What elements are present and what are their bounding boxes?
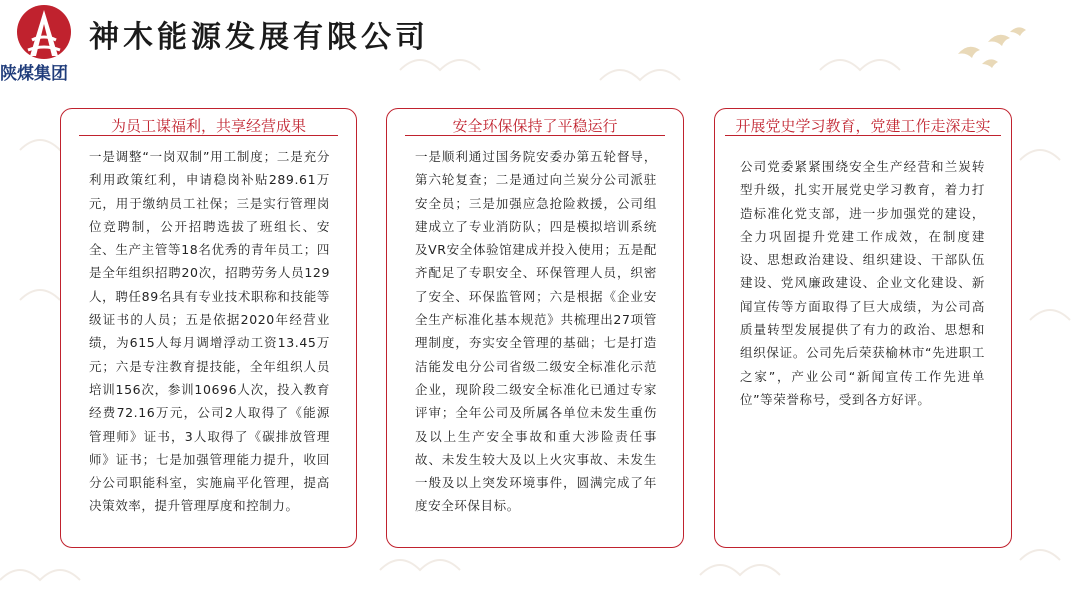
card-body-text: 一是调整“一岗双制”用工制度；二是充分利用政策红利，申请稳岗补贴289.61万元，用于缴纳员工社保；三是实行管理岗位竞聘制，公开招聘选拔了班组长、安全、生产主管等18名优秀的青年员工；四是全年组织招聘20次，招聘劳务人员129人，聘任89名具有专业技术职称和技能等级证书的人员；五是依据2020年经营业绩，为615人每月调增浮动工资13.45万元；六是专注教育提技能，全年组织人员培训156次，参训10696人次，投入教育经费72.16万元，公司2人取得了《能源管理师》证书，3人取得了《碳排放管理师》证书；七是加强管理能力提升，收回分公司职能科室，实施扁平化管理，提高决策效率，提升管理厚度和控制力。 bbox=[89, 149, 330, 514]
card-title: 开展党史学习教育，党建工作走深走实 bbox=[735, 117, 991, 135]
card-party-building bbox=[714, 108, 1012, 548]
card-title: 安全环保保持了平稳运行 bbox=[452, 117, 618, 135]
title-underline bbox=[79, 135, 338, 136]
card-employee-welfare bbox=[60, 108, 357, 548]
card-body-text: 一是顺利通过国务院安委办第五轮督导，第六轮复查；二是通过向兰炭分公司派驻安全员；三是加强应急抢险救援，公司组建成立了专业消防队；四是模拟培训系统及VR安全体验馆建成并投入使用；五是配齐配足了专职安全、环保管理人员，织密了安全、环保监管网；六是根据《企业安全生产标准化基本规范》共梳理出27项管理制度，夯实安全管理的基础；七是打造洁能发电分公司省级二级安全标准化示范企业，现阶段二级安全标准化已通过专家评审；全年公司及所属各单位未发生重伤及以上生产安全事故和重大涉险责任事故、未发生较大及以上火灾事故、未发生一般及以上突发环境事件，圆满完成了年度安全环保目标。 bbox=[415, 149, 657, 514]
header bbox=[0, 0, 1074, 90]
card-body-text: 公司党委紧紧围绕安全生产经营和兰炭转型升级，扎实开展党史学习教育，着力打造标准化党支部，进一步加强党的建设，全力巩固提升党建工作成效，在制度建设、思想政治建设、组织建设、干部队伍建设、党风廉政建设、企业文化建设、新闻宣传等方面取得了巨大成绩，为公司高质量转型发展提供了有力的政治、思想和组织保证。公司先后荣获榆林市“先进职工之家”，产业公司“新闻宣传工作先进单位”等荣誉称号，受到各方好评。 bbox=[740, 159, 985, 407]
card-safety-environment bbox=[386, 108, 684, 548]
doves-decoration-icon bbox=[948, 24, 1038, 74]
title-underline bbox=[725, 135, 1001, 136]
title-underline bbox=[405, 135, 665, 136]
logo-text: 陕煤集团 bbox=[0, 64, 68, 84]
card-title: 为员工谋福利，共享经营成果 bbox=[110, 117, 306, 135]
company-title: 神木能源发展有限公司 bbox=[89, 20, 429, 55]
